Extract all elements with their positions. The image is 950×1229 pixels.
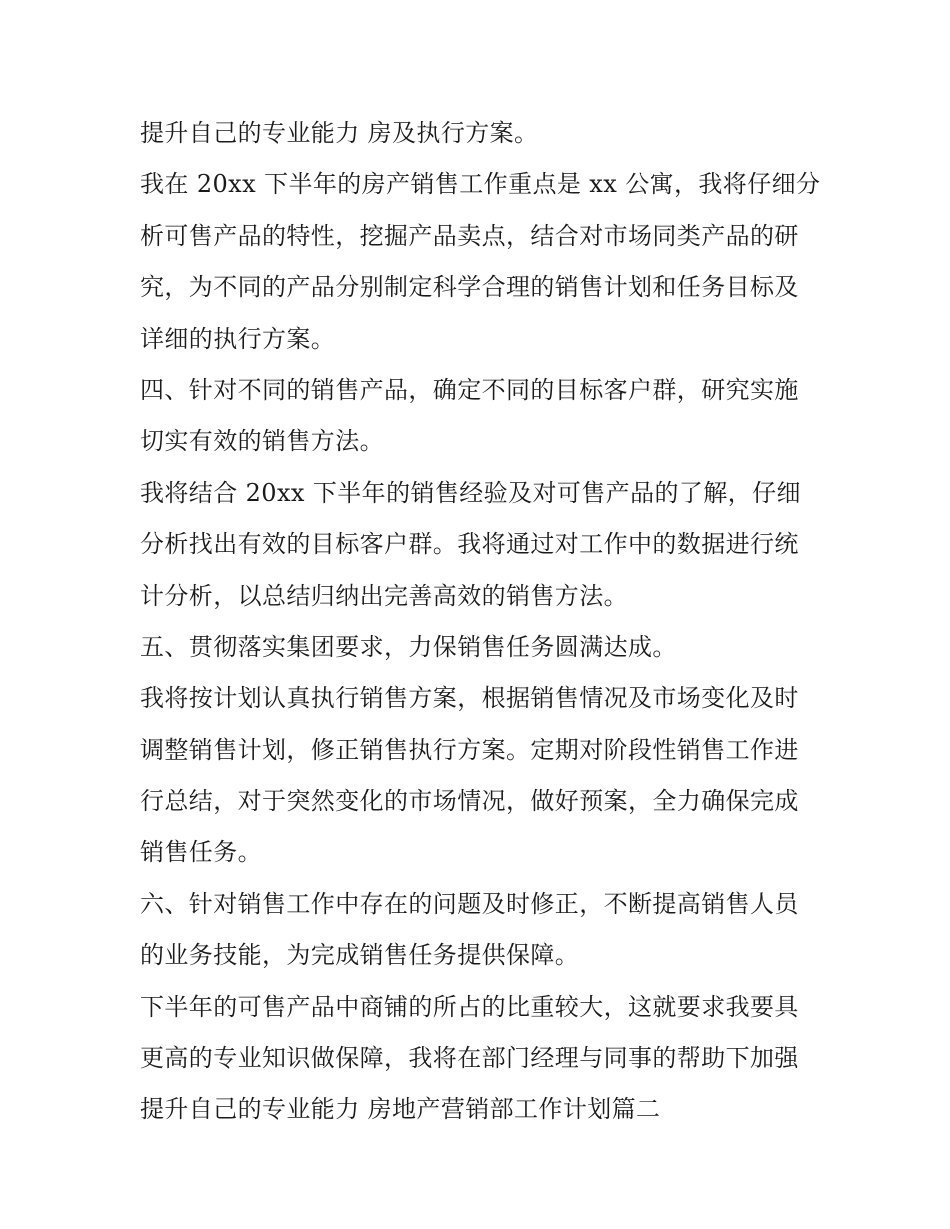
text-line: 提升自己的专业能力 房地产营销部工作计划篇二: [140, 1095, 661, 1124]
text-line: 更高的专业知识做保障，我将在部门经理与同事的帮助下加强: [140, 1044, 799, 1073]
text-line: 究，为不同的产品分别制定科学合理的销售计划和任务目标及: [140, 273, 799, 302]
text-line: 计分析，以总结归纳出完善高效的销售方法。: [140, 581, 628, 610]
text-line: 销售任务。: [140, 838, 262, 867]
text-line: 析可售产品的特性，挖掘产品卖点，结合对市场同类产品的研: [140, 221, 799, 250]
text-line: 提升自己的专业能力 房及执行方案。: [140, 119, 539, 147]
text-line: 我将结合 20xx 下半年的销售经验及对可售产品的了解，仔细: [140, 478, 801, 507]
text-line: 调整销售计划，修正销售执行方案。定期对阶段性销售工作进: [140, 735, 799, 764]
document-body: [140, 108, 820, 1136]
text-line: 的业务技能，为完成销售任务提供保障。: [140, 941, 580, 970]
text-line: 我将按计划认真执行销售方案，根据销售情况及市场变化及时: [140, 684, 799, 713]
text-line: 切实有效的销售方法。: [140, 427, 384, 456]
text-line: 下半年的可售产品中商铺的所占的比重较大，这就要求我要具: [140, 992, 799, 1021]
section-heading-6: 六、针对销售工作中存在的问题及时修正，不断提高销售人员: [140, 889, 799, 918]
section-heading-5: 五、贯彻落实集团要求，力保销售任务圆满达成。: [140, 632, 677, 661]
text-line: 详细的执行方案。: [140, 324, 336, 353]
text-line: 行总结，对于突然变化的市场情况，做好预案，全力确保完成: [140, 787, 799, 816]
section-heading-4: 四、针对不同的销售产品，确定不同的目标客户群，研究实施: [140, 375, 799, 404]
text-line: 我在 20xx 下半年的房产销售工作重点是 xx 公寓，我将仔细分: [140, 170, 821, 199]
text-line: 分析找出有效的目标客户群。我将通过对工作中的数据进行统: [140, 530, 799, 559]
